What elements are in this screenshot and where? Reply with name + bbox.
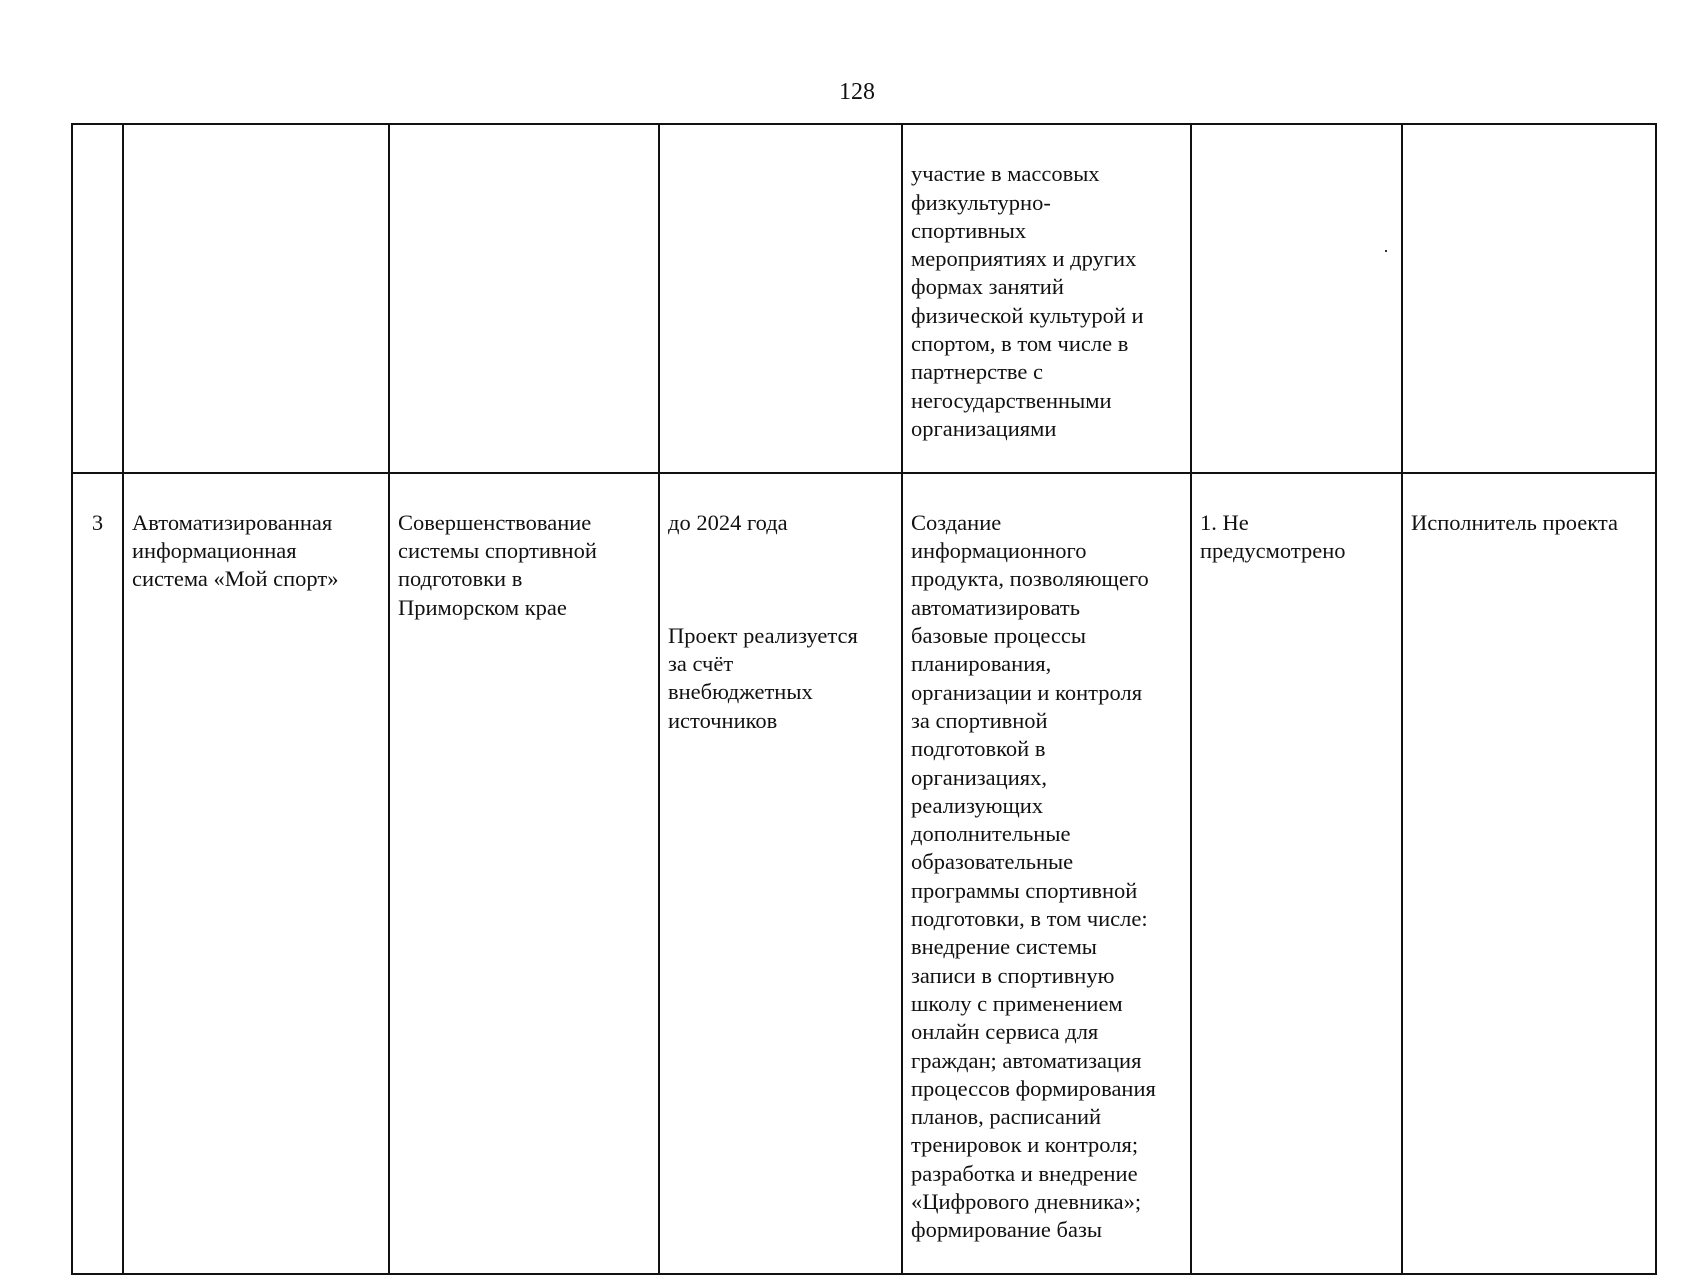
project-name-cell <box>123 124 389 473</box>
project-goal: Совершенствование системы спортивной подготовки в Приморском крае <box>398 509 597 620</box>
project-responsible-cell <box>1402 473 1656 1274</box>
project-term: до 2024 года <box>668 509 788 535</box>
project-name: Автоматизированная информационная система «Мой спорт» <box>132 509 339 592</box>
project-term-cell <box>659 124 902 473</box>
table-row <box>72 473 1656 1274</box>
row-number-cell <box>72 124 123 473</box>
project-result: Создание информационного продукта, позволяющего автоматизировать базовые процессы планирования, организации и контроля за спортивной подготовкой в организациях, реализующих дополнительные образовательные программы спортивной подготовки, в том числе: внедрение системы записи в спортивную школу с применением онлайн сервиса для граждан; автоматизация процессов формирования планов, расписаний тренировок и контроля; разработка и внедрение «Цифрового дневника»; формирование базы <box>911 509 1156 1243</box>
project-goal-cell <box>389 473 659 1274</box>
project-responsible: Исполнитель проекта <box>1411 509 1619 535</box>
project-term-cell <box>659 473 902 1274</box>
table-row <box>72 124 1656 473</box>
project-result: участие в массовых физкультурно- спортивных мероприятиях и других формах занятий физической культурой и спортом, в том числе в партнерстве с негосударственными организациями <box>911 161 1144 441</box>
project-responsible-cell <box>1402 124 1656 473</box>
project-name-cell <box>123 473 389 1274</box>
document-table <box>71 123 1657 1275</box>
project-funding: 1. Не предусмотрено <box>1200 509 1346 564</box>
page-number: 128 <box>839 79 875 105</box>
scan-speck <box>1385 250 1387 252</box>
row-number-cell <box>72 473 123 1274</box>
project-funding-cell <box>1191 473 1402 1274</box>
row-number: 3 <box>91 509 104 535</box>
project-result-cell <box>902 124 1191 473</box>
project-term-note: Проект реализуется за счёт внебюджетных источников <box>668 622 858 733</box>
project-funding-cell <box>1191 124 1402 473</box>
project-result-cell <box>902 473 1191 1274</box>
term-spacer <box>668 565 893 593</box>
project-goal-cell <box>389 124 659 473</box>
